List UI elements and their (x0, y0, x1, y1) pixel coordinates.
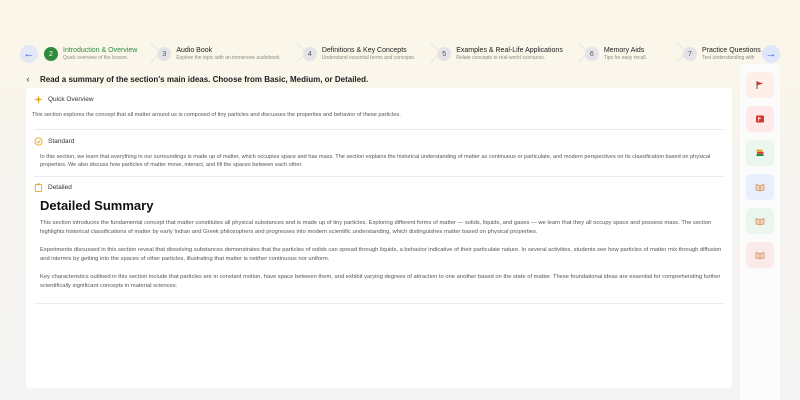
chevron-left-icon: ‹ (26, 74, 30, 84)
check-circle-icon (34, 137, 43, 146)
arrow-right-icon: → (765, 48, 777, 60)
page-title: Read a summary of the section's main ideas. Choose from Basic, Medium, or Detailed. (40, 74, 369, 84)
clipboard-icon (34, 183, 43, 192)
books-icon (755, 148, 765, 158)
step-number: 6 (585, 47, 599, 61)
step-memory-aids[interactable] (581, 42, 647, 66)
step-title: Examples & Real-Life Applications (456, 46, 563, 54)
book-icon (755, 182, 765, 192)
book-icon (755, 250, 765, 260)
step-description: Explore the topic with an immersive audiobook. (176, 55, 281, 62)
stepper-prev-button[interactable] (20, 45, 38, 63)
detailed-paragraph: Experiments discussed in this section reveal that dissolving substances demonstrates that the particles of solids can spread through liquids, a behavior indicative of their particulate nature. In several activities, students see how particles of matter mix through diffusion and intermix by getting into the spaces of other particles, illustrating that matter is neither continuous nor uniform. (40, 246, 722, 262)
arrow-left-icon: ← (23, 48, 35, 60)
quick-overview-label: Quick Overview (48, 96, 94, 103)
step-title: Introduction & Overview (63, 46, 138, 54)
stepper-steps (40, 42, 761, 66)
standard-label: Standard (48, 137, 75, 145)
step-title: Practice Questions (702, 46, 761, 54)
step-examples[interactable] (433, 42, 563, 66)
step-description: Understand essential terms and concepts. (321, 55, 416, 62)
rail-books-button[interactable] (746, 140, 774, 166)
summary-card (26, 88, 732, 388)
step-description: Quick overview of the lesson. (63, 55, 129, 62)
stepper-next-button[interactable] (762, 45, 780, 63)
summary-header (22, 72, 368, 86)
sparkle-icon (34, 95, 43, 104)
step-introduction[interactable] (40, 42, 137, 66)
detailed-paragraph: Key characteristics outlined in this section include that particles are in constant motion, have space between them, and exhibit varying degrees of attraction to one another based on the state of matter. These foundational ideas are essential for comprehending further scientifically significant concepts in material sciences. (40, 273, 721, 289)
standard-text: In this section, we learn that everything in our surroundings is made up of matter, which occupies space and has mass. The section explains the historical understanding of matter as continuous or particulate, and modern perspectives on its classification based on physical properties. We also discuss how particles of matter move, interact, and fill the spaces between each other. (40, 153, 711, 169)
detailed-header (34, 183, 724, 192)
step-separator (143, 42, 153, 66)
step-separator (289, 42, 299, 66)
standard-section[interactable] (34, 130, 724, 177)
flag-box-icon (755, 114, 765, 124)
step-description: Test understanding with (702, 55, 755, 62)
quick-overview-header (34, 95, 724, 104)
step-title: Audio Book (176, 46, 213, 54)
step-number: 7 (683, 47, 697, 61)
detailed-summary-heading: Detailed Summary (40, 197, 154, 213)
step-number: 3 (157, 47, 171, 61)
quick-overview-text: This section explores the concept that all matter around us is composed of tiny particles and discusses the properties and behavior of these particles. (32, 112, 401, 118)
detailed-paragraph: This section introduces the fundamental concept that matter constitutes all physical substances and is made up of tiny particles. Exploring different forms of matter — solids, liquids, and gases — we learn that they all occupy space and possess mass. The section highlights historical classifications of matter by early Indian and Greek philosophers and progresses into modern scientific understanding, which distinguishes matter based on physical properties. (40, 219, 712, 235)
step-number: 5 (437, 47, 451, 61)
step-number: 2 (44, 47, 58, 61)
step-description: Tips for easy recall. (603, 55, 647, 62)
rail-book-button-2[interactable] (746, 208, 774, 234)
detailed-content (40, 198, 724, 291)
step-title: Memory Aids (603, 46, 645, 54)
step-definitions[interactable] (299, 42, 415, 66)
rail-book-button-1[interactable] (746, 174, 774, 200)
step-separator (571, 42, 581, 66)
right-rail (740, 64, 780, 400)
book-icon (755, 216, 765, 226)
standard-header (34, 137, 724, 146)
step-practice-questions[interactable] (679, 42, 761, 66)
quick-overview-section[interactable] (34, 88, 724, 130)
detailed-label: Detailed (48, 183, 72, 191)
rail-report-button[interactable] (746, 106, 774, 132)
step-audio-book[interactable] (153, 42, 281, 66)
step-separator (669, 42, 679, 66)
lesson-stepper (20, 42, 780, 66)
back-button[interactable] (22, 73, 34, 85)
flag-icon (755, 80, 765, 90)
rail-book-button-3[interactable] (746, 242, 774, 268)
rail-flag-button[interactable] (746, 72, 774, 98)
step-number: 4 (303, 47, 317, 61)
step-separator (423, 42, 433, 66)
step-title: Definitions & Key Concepts (321, 46, 407, 54)
detailed-section[interactable] (34, 177, 724, 304)
step-description: Relate concepts to real-world scenarios. (456, 55, 546, 62)
